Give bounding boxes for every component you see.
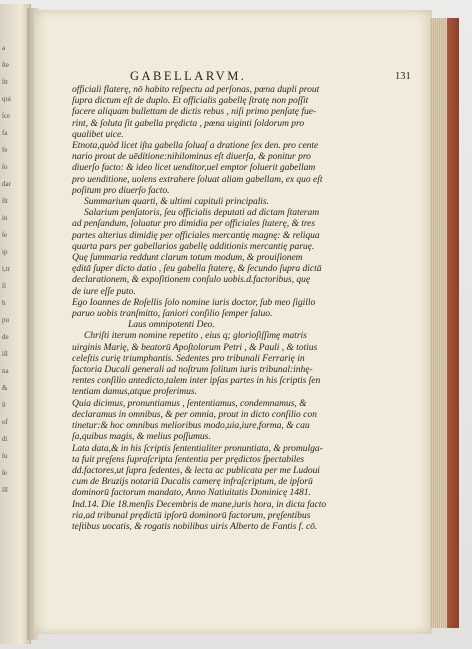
- text-line: factoria Ducali generali ad noſtrum ſolitum iuris tribunal:inhę-: [72, 364, 313, 376]
- text-line: partes alterius dimidię per officiales mercantię magnę: & reliqua: [72, 229, 320, 241]
- text-line: de iure eſſe puto.: [72, 285, 136, 297]
- text-body: [72, 84, 412, 532]
- text-line: poſitum pro diuerſo facto.: [72, 184, 170, 196]
- text-line: facere aliquam bullettam de dictis rebus , niſi primo penſatę fue-: [72, 106, 317, 118]
- left-page-fragment: ſce: [2, 112, 11, 120]
- left-page-fragment: na: [2, 367, 9, 375]
- text-line: celeſtis curię triumphantis. Sedentes pro tribunali Ferrarię in: [72, 352, 305, 364]
- text-line: Laus omnipotenti Deo.: [128, 319, 215, 331]
- left-page-fragment: ſtr: [2, 78, 9, 86]
- left-page-fragment: fe: [2, 146, 8, 154]
- text-line: rint, & ſoluta ſit gabella prędicta , pœna uiginti ſoldorum pro: [72, 117, 305, 129]
- text-line: cum de Bruzijs notariū Ducalis camerę infraſcriptum, de ipſorū: [72, 476, 313, 488]
- text-line: ſa,quibus magis, & melius poſſumus.: [72, 431, 211, 443]
- text-line: quarta pars per gabellarios gabellę additionis mercantię paruę.: [72, 240, 315, 252]
- text-line: qualibet uice.: [72, 128, 124, 140]
- left-page-fragment: ſte: [2, 61, 9, 69]
- text-line: ęditā ſuper dicto datio , ſeu gabella ſtaterę, & ſecundo ſupra dictā: [72, 263, 322, 275]
- left-page-fragment: pu: [2, 316, 9, 324]
- page-number: 131: [395, 71, 411, 82]
- text-line: Salarium penſatoris, ſeu officialis deputati ad dictam ſtateram: [84, 207, 320, 219]
- text-line: ſupra dictum eſt de duplo. Et officialis gabellę ſtratę non poſſit: [72, 95, 309, 107]
- left-page-fragment: ſe: [2, 469, 8, 477]
- text-line: rentes conſilio antedicto,talem inter ipſas partes in his ſcriptis ſen: [72, 375, 321, 387]
- left-page-fragment: ſe: [2, 231, 8, 239]
- text-line: Quia dicimus, pronuntiamus , ſententiamus, condemnamus, &: [72, 397, 307, 409]
- left-page-fragment: ſit: [2, 197, 8, 205]
- text-line: paruo uobis tranſmitto, ſaniori conſilio ſemper ſaluo.: [72, 308, 273, 320]
- text-line: Quę ſummaria reddunt clarum totum modum, & prouiſionem: [72, 252, 303, 264]
- left-page-fragment: ſo: [2, 163, 8, 171]
- text-line: ria,ad tribunal prędictū ipſorū dominorū factorum, pręſentibus: [72, 509, 311, 521]
- text-line: declaramus in omnibus, & per omnia, prout in dicto conſilio con: [72, 408, 317, 420]
- text-line: Etnota,quòd licet iſta gabella ſoluaſ a dratione ſex den. pro cente: [72, 140, 319, 152]
- text-line: Summarium quarti, & ultimi capituli principalis.: [84, 196, 269, 208]
- left-page-fragment: &: [2, 384, 8, 392]
- text-line: Lata data,& in his ſcriptis ſententialiter pronuntiata, & promulga-: [72, 442, 323, 454]
- left-page-fragment: de: [2, 333, 9, 341]
- text-line: tentiam damus,atque proferimus.: [72, 386, 197, 398]
- text-line: dd.factores,ut ſupra ſedentes, & lecta ac publicata per me Ludoui: [72, 464, 320, 476]
- left-page-fragment: ſi: [2, 282, 6, 290]
- running-title: GABELLARVM.: [130, 69, 247, 83]
- text-line: Ind.14. Die 18.menſis Decembris de mane,iuris hora, in dicta facto: [72, 498, 327, 510]
- left-page-fragment: ip: [2, 248, 8, 256]
- left-page-fragment: di: [2, 435, 8, 443]
- left-page-fragment: dar: [2, 180, 11, 188]
- left-page-fragment: iſl: [2, 350, 8, 358]
- left-page-fragment: h: [2, 299, 6, 307]
- left-page-fragment: i,tr: [2, 265, 10, 273]
- book-cover: [447, 18, 459, 628]
- text-line: ta fuit pręſens ſupraſcripta ſententia per prędictos ſpectabiles: [72, 453, 305, 465]
- left-page-fragment: in: [2, 214, 8, 222]
- left-page-fragment: ſt: [2, 401, 6, 409]
- left-page-fragment: qui: [2, 95, 11, 103]
- left-page-fragment: fa: [2, 129, 8, 137]
- text-line: uirginis Marię, & beatorū Apoſtolorum Petri , & Pauli , & totius: [72, 341, 318, 353]
- text-line: diuerſo facto: & ideo licet uenditor,uel emptor ſoluerit gabellam: [72, 162, 316, 174]
- text-line: declarationem, & expoſitionem conſulo uobis.d.factoribus, quę: [72, 274, 311, 286]
- left-page-fragment: ſu: [2, 452, 8, 460]
- text-line: tinetur:& hoc omnibus melioribus modo,uia,iure,forma, & cau: [72, 420, 310, 432]
- left-page-fragment: ill: [2, 486, 8, 494]
- text-line: teſtibus uocatis, & rogatis nobilibus uiris Alberto de Fantis f. cō.: [72, 520, 318, 532]
- text-line: ad penſandum, ſoluatur pro dimidia per officiales ſtaterę, & tres: [72, 218, 316, 230]
- text-line: Chriſti iterum nomine repetito , eius q; glorioſiſſimę matris: [84, 330, 307, 342]
- left-page-fragment: of: [2, 418, 8, 426]
- text-line: officiali flaterę, nō habito reſpectu ad perſonas, pœna dupli prout: [72, 84, 320, 95]
- text-line: dominorū factorum mandato, Anno Natiuitatis Dominicę 1481.: [72, 487, 311, 499]
- text-line: pro uenditione, uolens extrahere ſoluat aliam gabellam, ex quo eſt: [72, 173, 323, 185]
- left-page-fragment: a: [2, 44, 6, 52]
- text-line: Ego Ioannes de Roſellis ſolo nomine iuris doctor, ſub meo ſigillo: [72, 296, 316, 308]
- text-line: nario prout de uēditione:nihilominus eſt diuerſa, & ponitur pro: [72, 151, 311, 163]
